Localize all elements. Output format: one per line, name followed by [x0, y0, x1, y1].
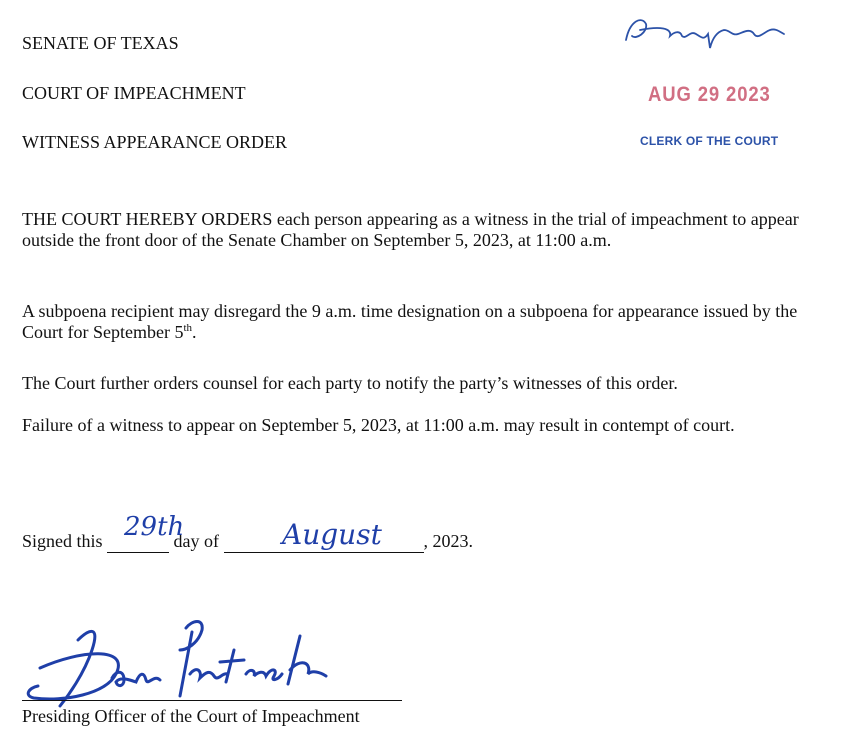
- document-title: WITNESS APPEARANCE ORDER: [22, 132, 288, 152]
- presiding-officer-signature-icon: [20, 610, 360, 720]
- signed-middle: day of: [173, 531, 219, 551]
- order-paragraph-2-text: A subpoena recipient may disregard the 9 a.m. time designation on a subpoena for appearance issued by the Court for September 5: [22, 301, 798, 342]
- court-name-impeachment: COURT OF IMPEACHMENT: [22, 83, 246, 103]
- ordinal-suffix: th: [183, 322, 193, 334]
- handwritten-day: 29th: [124, 512, 185, 542]
- presiding-officer-title: Presiding Officer of the Court of Impeachment: [22, 706, 360, 726]
- signature-line: [22, 700, 402, 701]
- clerk-of-court-stamp: CLERK OF THE COURT: [640, 134, 779, 148]
- order-paragraph-1: THE COURT HEREBY ORDERS each person appearing as a witness in the trial of impeachment to appear outside the front door of the Senate Chamber on September 5, 2023, at 11:00 a.m.: [22, 209, 799, 250]
- signed-prefix: Signed this: [22, 531, 103, 551]
- court-name-senate: SENATE OF TEXAS: [22, 33, 179, 53]
- order-paragraph-2: [22, 301, 822, 343]
- signed-suffix: , 2023.: [423, 531, 473, 551]
- clerk-signature-icon: [620, 10, 790, 54]
- received-date-stamp: AUG 29 2023: [648, 83, 771, 106]
- order-paragraph-4: Failure of a witness to appear on September 5, 2023, at 11:00 a.m. may result in contempt of court.: [22, 415, 735, 435]
- order-paragraph-3: The Court further orders counsel for each party to notify the party’s witnesses of this order.: [22, 373, 678, 393]
- handwritten-month: August: [282, 518, 382, 551]
- signed-date-line: [22, 530, 473, 553]
- order-paragraph-2-end: .: [192, 322, 197, 342]
